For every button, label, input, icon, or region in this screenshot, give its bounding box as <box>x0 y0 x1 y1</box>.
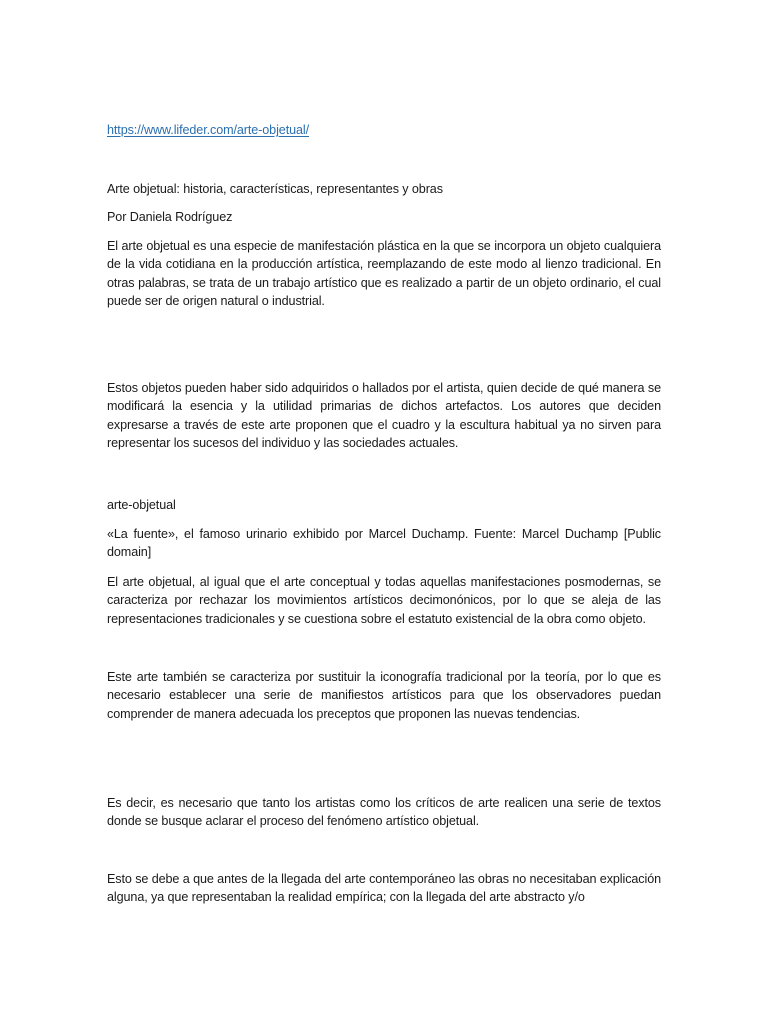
image-placeholder-label: arte-objetual <box>107 498 176 512</box>
source-link[interactable]: https://www.lifeder.com/arte-objetual/ <box>107 123 309 137</box>
article-title: Arte objetual: historia, características, representantes y obras <box>107 182 443 196</box>
paragraph-5: Es decir, es necesario que tanto los artistas como los críticos de arte realicen una serie de textos donde se busque aclarar el proceso del fenómeno artístico objetual. <box>107 796 661 829</box>
paragraph-2: Estos objetos pueden haber sido adquiridos o hallados por el artista, quien decide de qué manera se modificará la esencia y la utilidad primarias de dichos artefactos. Los autores que deciden expresarse a través de este arte proponen que el cuadro y la escultura habitual ya no sirven para representar los sucesos del individuo y las sociedades actuales. <box>107 381 661 451</box>
article-author: Por Daniela Rodríguez <box>107 210 233 224</box>
paragraph-1: El arte objetual es una especie de manifestación plástica en la que se incorpora un objeto cualquiera de la vida cotidiana en la producción artística, reemplazando de este modo al lienzo tradicional. En otras palabras, se trata de un trabajo artístico que es realizado a partir de un objeto ordinario, el cual puede ser de origen natural o industrial. <box>107 239 661 309</box>
paragraph-4: Este arte también se caracteriza por sustituir la iconografía tradicional por la teoría, por lo que es necesario establecer una serie de manifiestos artísticos para que los observadores puedan comprender de manera adecuada los preceptos que proponen las nuevas tendencias. <box>107 670 661 721</box>
image-caption: «La fuente», el famoso urinario exhibido por Marcel Duchamp. Fuente: Marcel Duchamp [Public domain] <box>107 527 661 560</box>
paragraph-6: Esto se debe a que antes de la llegada del arte contemporáneo las obras no necesitaban explicación alguna, ya que representaban la realidad empírica; con la llegada del arte abstracto y/o <box>107 872 661 905</box>
paragraph-3: El arte objetual, al igual que el arte conceptual y todas aquellas manifestaciones posmodernas, se caracteriza por rechazar los movimientos artísticos decimonónicos, por lo que se aleja de las representaciones tradicionales y se cuestiona sobre el estatuto existencial de la obra como objeto. <box>107 575 661 626</box>
